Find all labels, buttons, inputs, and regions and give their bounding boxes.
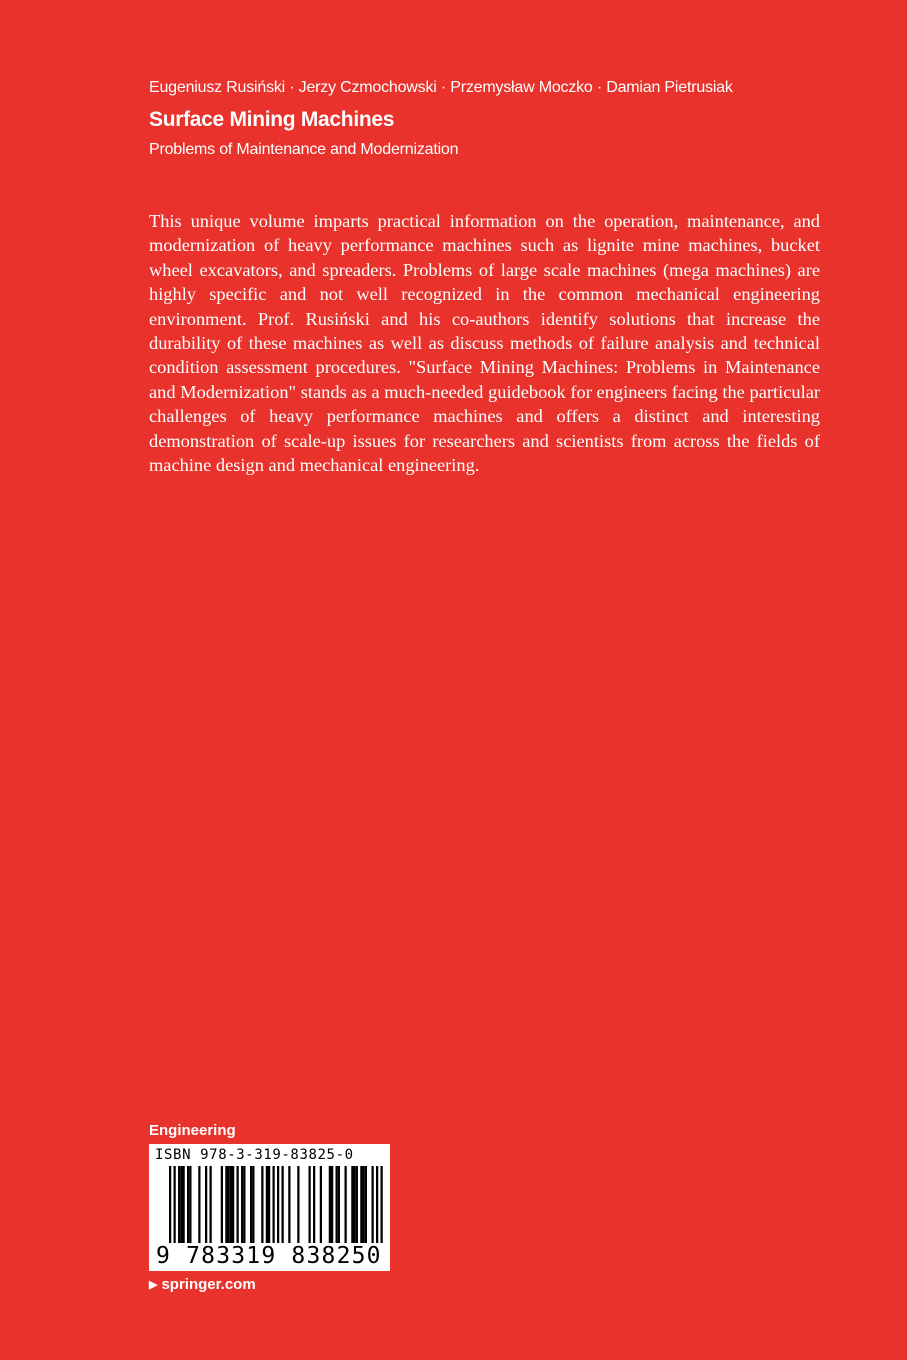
barcode-bar bbox=[363, 1166, 365, 1244]
barcode-bar bbox=[225, 1166, 227, 1244]
barcode-bar bbox=[228, 1166, 230, 1244]
barcode-bar bbox=[187, 1166, 189, 1244]
barcode-bar bbox=[250, 1166, 252, 1244]
barcode-bar bbox=[320, 1166, 322, 1244]
barcode-digits: 9 783319 838250 bbox=[156, 1243, 382, 1269]
barcode-bar bbox=[354, 1166, 356, 1244]
barcode-bar bbox=[360, 1166, 362, 1244]
barcode-bar bbox=[282, 1166, 284, 1244]
barcode-bar bbox=[288, 1166, 290, 1244]
barcode-bar bbox=[309, 1166, 311, 1244]
barcode-bar bbox=[261, 1166, 263, 1244]
barcode-bar bbox=[313, 1166, 315, 1244]
barcode-bar bbox=[356, 1166, 358, 1244]
barcode-bar bbox=[365, 1166, 367, 1244]
barcode-bar bbox=[232, 1166, 234, 1244]
publisher-link-text: springer.com bbox=[161, 1276, 256, 1293]
book-subtitle: Problems of Maintenance and Modernization bbox=[149, 141, 459, 158]
subject-category: Engineering bbox=[149, 1122, 236, 1139]
publisher-link[interactable] bbox=[149, 1276, 256, 1293]
barcode-bar bbox=[297, 1166, 299, 1244]
barcode-bar bbox=[205, 1166, 207, 1244]
barcode-bar bbox=[329, 1166, 331, 1244]
authors-line: Eugeniusz Rusiński · Jerzy Czmochowski · Przemysław Moczko · Damian Pietrusiak bbox=[149, 79, 733, 96]
barcode-bar bbox=[372, 1166, 374, 1244]
barcode-bar bbox=[198, 1166, 200, 1244]
barcode-bar bbox=[221, 1166, 223, 1244]
barcode-bar bbox=[266, 1166, 268, 1244]
barcode-bar bbox=[241, 1166, 243, 1244]
barcode-bar bbox=[338, 1166, 340, 1244]
isbn-label: ISBN 978-3-319-83825-0 bbox=[155, 1147, 354, 1163]
barcode-bar bbox=[252, 1166, 254, 1244]
barcode-bar bbox=[183, 1166, 185, 1244]
triangle-right-icon: ▶ bbox=[149, 1279, 158, 1291]
barcode-bar bbox=[336, 1166, 338, 1244]
barcode-bar bbox=[268, 1166, 270, 1244]
barcode-bar bbox=[237, 1166, 239, 1244]
isbn-barcode bbox=[149, 1144, 390, 1271]
barcode-bar bbox=[178, 1166, 180, 1244]
barcode-bar bbox=[243, 1166, 245, 1244]
barcode-bar bbox=[210, 1166, 212, 1244]
barcode-bar bbox=[180, 1166, 182, 1244]
book-title: Surface Mining Machines bbox=[149, 108, 395, 131]
barcode-bar bbox=[230, 1166, 232, 1244]
book-description: This unique volume imparts practical information on the operation, maintenance, and modernization of heavy performance machines such as lignite mine machines, bucket wheel excavators, and spreaders. Problems of large scale machines (mega machines) are highly specific and not well recognized in the common mechanical engineering environment. Prof. Rusiński and his co-authors identify solutions that increase the durability of these machines as well as discuss methods of failure analysis and technical condition assessment procedures. "Surface Mining Machines: Problems in Maintenance and Modernization" stands as a much-needed guidebook for engineers facing the particular challenges of heavy performance machines and offers a distinct and interesting demonstration of scale-up issues for researchers and scientists from across the fields of machine design and mechanical engineering. bbox=[149, 211, 820, 476]
barcode-bar bbox=[189, 1166, 191, 1244]
barcode-bar bbox=[331, 1166, 333, 1244]
barcode-bar bbox=[345, 1166, 347, 1244]
barcode-bar bbox=[351, 1166, 353, 1244]
